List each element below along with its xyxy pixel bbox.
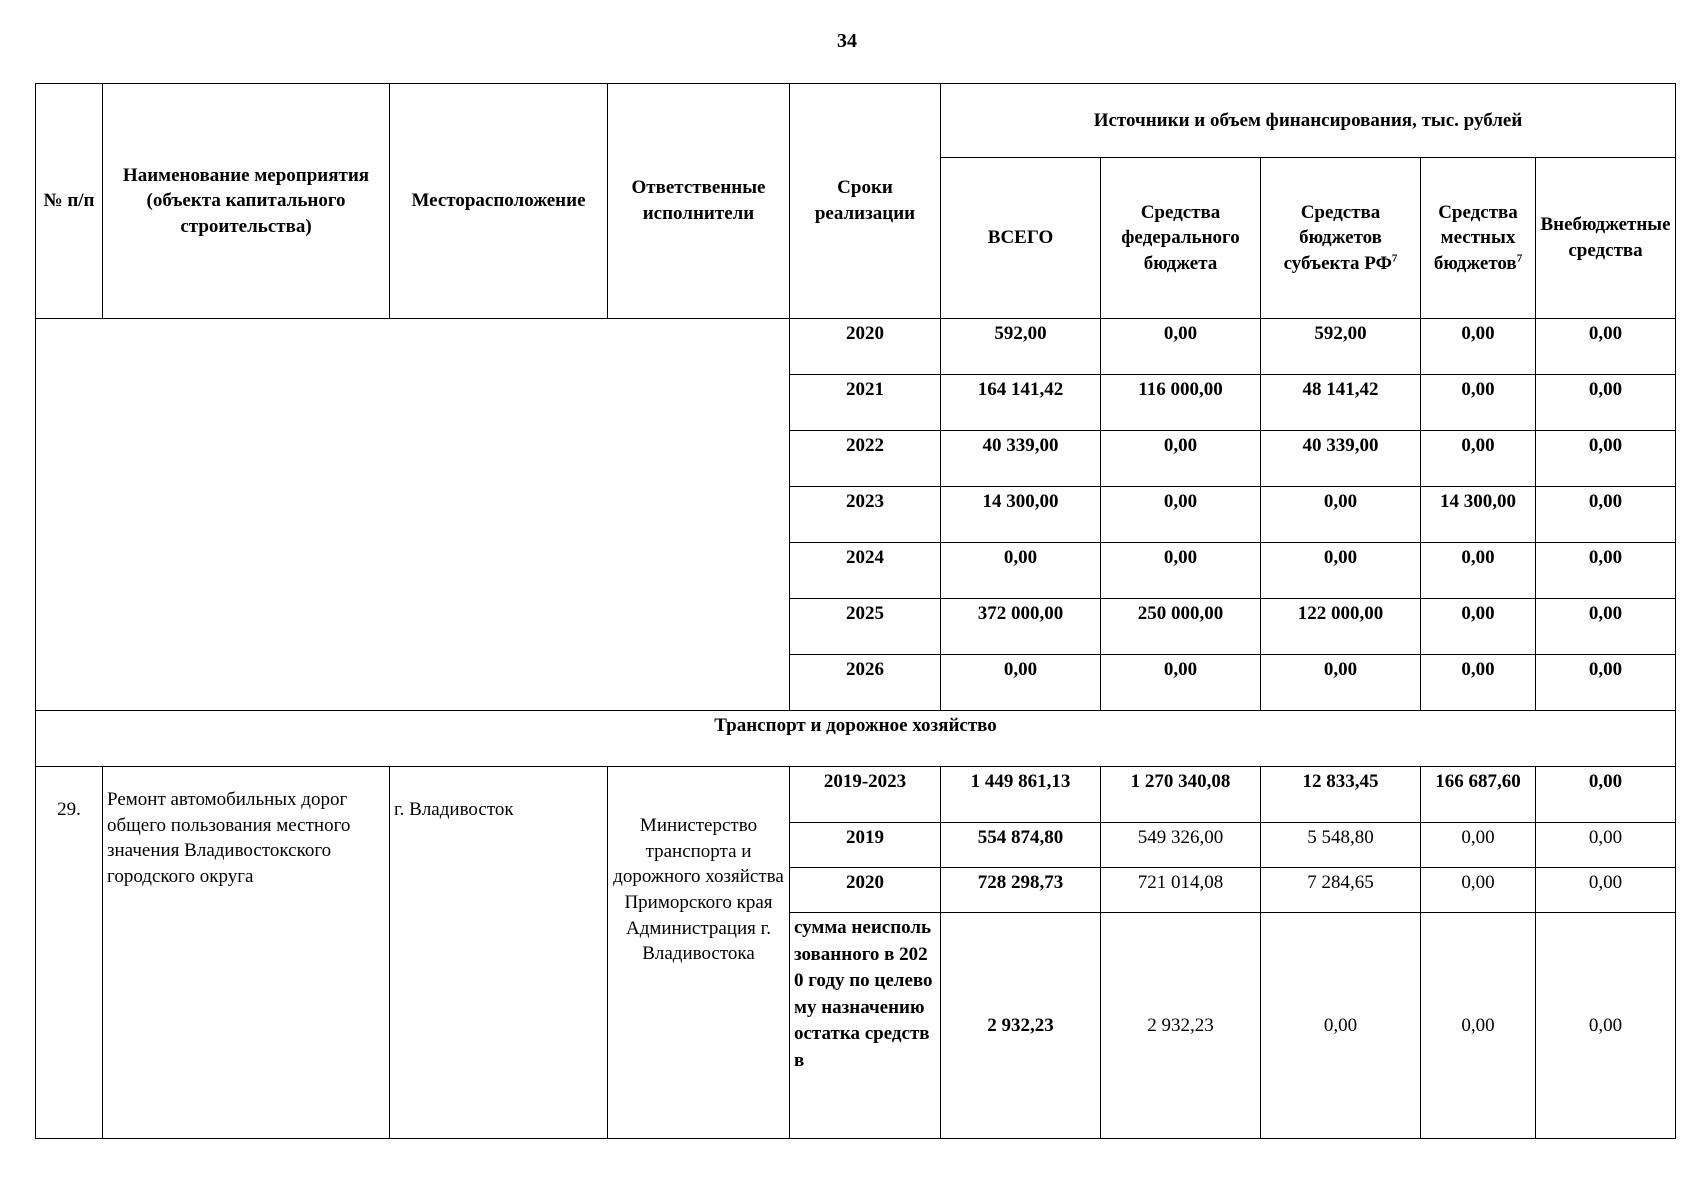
federal-cell: 549 326,00	[1101, 823, 1261, 868]
local-cell: 166 687,60	[1421, 767, 1536, 823]
local-cell: 0,00	[1421, 913, 1536, 1139]
total-cell: 592,00	[941, 319, 1101, 375]
year-cell: 2024	[790, 543, 941, 599]
local-cell: 0,00	[1421, 599, 1536, 655]
extra-cell: 0,00	[1536, 431, 1676, 487]
total-cell: 0,00	[941, 543, 1101, 599]
total-cell: 164 141,42	[941, 375, 1101, 431]
header-terms: Сроки реализации	[790, 84, 941, 319]
term-cell: 2020	[790, 868, 941, 913]
item-executors: Министерство транспорта и дорожного хозяйства Приморского края Администрация г. Владивостока	[608, 767, 790, 1139]
extra-cell: 0,00	[1536, 655, 1676, 711]
subject-cell: 0,00	[1261, 487, 1421, 543]
local-cell: 0,00	[1421, 431, 1536, 487]
page-number: 34	[837, 30, 857, 52]
header-no: № п/п	[36, 84, 103, 319]
total-cell: 554 874,80	[941, 823, 1101, 868]
federal-cell: 721 014,08	[1101, 868, 1261, 913]
total-cell: 14 300,00	[941, 487, 1101, 543]
total-cell: 40 339,00	[941, 431, 1101, 487]
local-cell: 0,00	[1421, 543, 1536, 599]
federal-cell: 250 000,00	[1101, 599, 1261, 655]
subject-cell: 40 339,00	[1261, 431, 1421, 487]
federal-cell: 0,00	[1101, 319, 1261, 375]
subject-cell: 0,00	[1261, 543, 1421, 599]
extra-cell: 0,00	[1536, 599, 1676, 655]
subject-cell: 5 548,80	[1261, 823, 1421, 868]
year-cell: 2022	[790, 431, 941, 487]
total-cell: 1 449 861,13	[941, 767, 1101, 823]
year-cell: 2023	[790, 487, 941, 543]
total-cell: 2 932,23	[941, 913, 1101, 1139]
local-cell: 0,00	[1421, 823, 1536, 868]
header-name: Наименование мероприятия (объекта капитального строительства)	[103, 84, 390, 319]
extra-cell: 0,00	[1536, 913, 1676, 1139]
subject-cell: 48 141,42	[1261, 375, 1421, 431]
year-cell: 2025	[790, 599, 941, 655]
total-cell: 0,00	[941, 655, 1101, 711]
federal-cell: 0,00	[1101, 431, 1261, 487]
federal-cell: 0,00	[1101, 543, 1261, 599]
header-location: Месторасположение	[390, 84, 608, 319]
subject-cell: 592,00	[1261, 319, 1421, 375]
year-cell: 2021	[790, 375, 941, 431]
local-cell: 0,00	[1421, 655, 1536, 711]
local-cell: 0,00	[1421, 375, 1536, 431]
table-row	[36, 319, 1676, 375]
year-cell: 2020	[790, 319, 941, 375]
item-number: 29.	[36, 767, 103, 1139]
item-location: г. Владивосток	[390, 767, 608, 1139]
term-cell: 2019-2023	[790, 767, 941, 823]
section-title: Транспорт и дорожное хозяйство	[36, 711, 1676, 767]
header-executors: Ответственные исполнители	[608, 84, 790, 319]
extra-cell: 0,00	[1536, 319, 1676, 375]
local-cell: 0,00	[1421, 319, 1536, 375]
local-cell: 0,00	[1421, 868, 1536, 913]
header-federal: Средства федерального бюджета	[1101, 158, 1261, 319]
term-cell: сумма неиспользованного в 2020 году по целевому назначению остатка средств в	[790, 913, 941, 1139]
local-cell: 14 300,00	[1421, 487, 1536, 543]
federal-cell: 0,00	[1101, 655, 1261, 711]
subject-cell: 0,00	[1261, 913, 1421, 1139]
year-cell: 2026	[790, 655, 941, 711]
table-row	[36, 767, 1676, 823]
federal-cell: 1 270 340,08	[1101, 767, 1261, 823]
total-cell: 728 298,73	[941, 868, 1101, 913]
term-cell: 2019	[790, 823, 941, 868]
federal-cell: 2 932,23	[1101, 913, 1261, 1139]
header-total: ВСЕГО	[941, 158, 1101, 319]
item-name: Ремонт автомобильных дорог общего пользования местного значения Владивостокского городского округа	[103, 767, 390, 1139]
section-row	[36, 711, 1676, 767]
header-local: Средства местных бюджетов$^7$	[1421, 158, 1536, 319]
subject-cell: 122 000,00	[1261, 599, 1421, 655]
header-sources-group: Источники и объем финансирования, тыс. рублей	[941, 84, 1676, 158]
financing-table	[35, 83, 1676, 1139]
extra-cell: 0,00	[1536, 487, 1676, 543]
header-extra: Внебюджетные средства	[1536, 158, 1676, 319]
subject-cell: 0,00	[1261, 655, 1421, 711]
extra-cell: 0,00	[1536, 868, 1676, 913]
federal-cell: 0,00	[1101, 487, 1261, 543]
extra-cell: 0,00	[1536, 823, 1676, 868]
federal-cell: 116 000,00	[1101, 375, 1261, 431]
subject-cell: 7 284,65	[1261, 868, 1421, 913]
total-cell: 372 000,00	[941, 599, 1101, 655]
subject-cell: 12 833,45	[1261, 767, 1421, 823]
extra-cell: 0,00	[1536, 375, 1676, 431]
continuation-empty-cell	[36, 319, 790, 711]
extra-cell: 0,00	[1536, 767, 1676, 823]
extra-cell: 0,00	[1536, 543, 1676, 599]
header-subject: Средства бюджетов субъекта $РФ^7$	[1261, 158, 1421, 319]
